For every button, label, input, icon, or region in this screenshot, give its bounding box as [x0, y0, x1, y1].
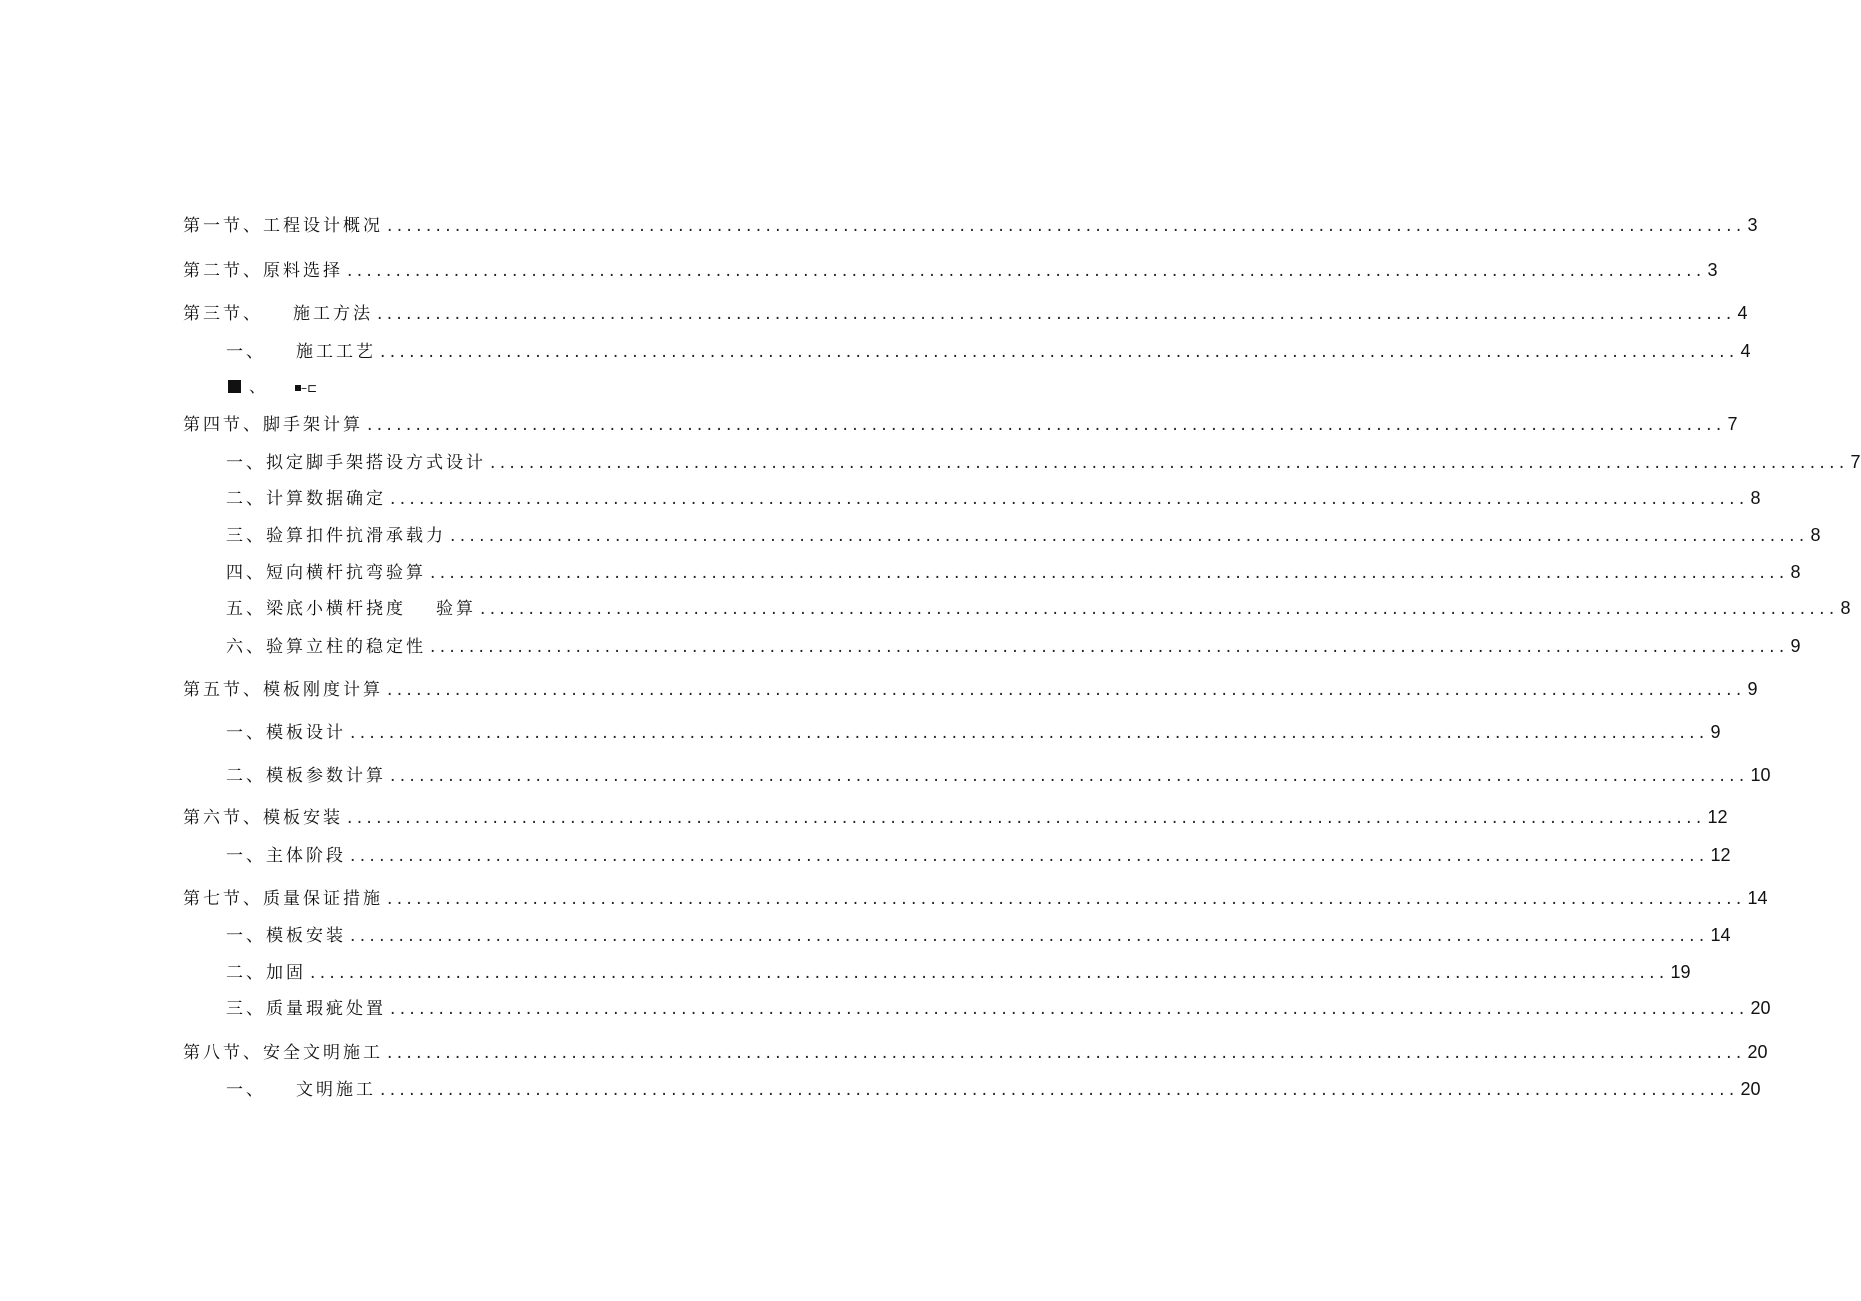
broken-toc-entry — [228, 374, 317, 397]
broken-entry-comma: 、 — [249, 377, 266, 396]
toc-page-number: 9 — [1710, 722, 1721, 742]
toc-entry[interactable] — [226, 994, 1771, 1019]
toc-page-number: 9 — [1747, 679, 1758, 699]
toc-entry[interactable] — [183, 1038, 1768, 1063]
toc-dot-leader: ............................................................................................................................................ — [390, 766, 1749, 786]
toc-page-number: 8 — [1810, 525, 1821, 545]
toc-entry-label: 三、验算扣件抗滑承载力 — [226, 526, 446, 546]
toc-entry[interactable] — [226, 337, 1751, 362]
toc-page-number: 8 — [1750, 488, 1761, 508]
toc-entry[interactable] — [226, 958, 1691, 983]
toc-dot-leader: ............................................................................................................................................ — [387, 680, 1746, 700]
toc-entry-label: 一、 文明施工 — [226, 1080, 376, 1100]
toc-entry-label: 一、拟定脚手架搭设方式设计 — [226, 453, 486, 473]
toc-dot-leader: ............................................................................................................................................ — [367, 415, 1726, 435]
toc-dot-leader: ............................................................................................................................................ — [380, 342, 1739, 362]
toc-dot-leader: ............................................................................................................................................ — [380, 1080, 1739, 1100]
toc-entry[interactable] — [183, 803, 1728, 828]
toc-page-number: 20 — [1747, 1042, 1768, 1062]
toc-page-number: 20 — [1740, 1079, 1761, 1099]
toc-dot-leader: ............................................................................................................................................ — [480, 599, 1839, 619]
toc-entry[interactable] — [226, 448, 1861, 473]
toc-page-number: 9 — [1790, 636, 1801, 656]
toc-entry-label: 第一节、工程设计概况 — [183, 216, 383, 236]
toc-entry-label: 第二节、原料选择 — [183, 261, 343, 281]
toc-entry-label: 第六节、模板安装 — [183, 808, 343, 828]
broken-entry-glyph: –⊏ — [295, 381, 317, 395]
toc-dot-leader: ............................................................................................................................................ — [350, 723, 1709, 743]
toc-dot-leader: ............................................................................................................................................ — [490, 453, 1849, 473]
toc-entry-label: 二、加固 — [226, 963, 306, 983]
toc-entry[interactable] — [226, 1075, 1761, 1100]
toc-entry[interactable] — [183, 256, 1718, 281]
toc-entry[interactable] — [183, 410, 1738, 435]
toc-entry[interactable] — [183, 211, 1758, 236]
toc-dot-leader: ............................................................................................................................................ — [430, 637, 1789, 657]
toc-dot-leader: ............................................................................................................................................ — [347, 808, 1706, 828]
toc-entry-label: 四、短向横杆抗弯验算 — [226, 563, 426, 583]
toc-entry[interactable] — [183, 299, 1748, 324]
toc-entry-label: 一、模板设计 — [226, 723, 346, 743]
toc-entry[interactable] — [226, 521, 1821, 546]
toc-entry-label: 第七节、质量保证措施 — [183, 889, 383, 909]
toc-page-number: 12 — [1710, 845, 1731, 865]
toc-entry[interactable] — [226, 558, 1801, 583]
toc-page-number: 4 — [1737, 303, 1748, 323]
toc-dot-leader: ............................................................................................................................................ — [450, 526, 1809, 546]
toc-entry-label: 一、 施工工艺 — [226, 342, 376, 362]
toc-dot-leader: ............................................................................................................................................ — [347, 261, 1706, 281]
toc-page-number: 14 — [1747, 888, 1768, 908]
toc-entry-label: 二、模板参数计算 — [226, 766, 386, 786]
toc-entry-label: 一、主体阶段 — [226, 846, 346, 866]
toc-dot-leader: ............................................................................................................................................ — [350, 926, 1709, 946]
toc-entry[interactable] — [226, 594, 1851, 619]
toc-dot-leader: ............................................................................................................................................ — [430, 563, 1789, 583]
black-square-glyph — [228, 380, 241, 393]
toc-dot-leader: ............................................................................................................................................ — [377, 304, 1736, 324]
toc-entry[interactable] — [226, 921, 1731, 946]
toc-entry-label: 第四节、脚手架计算 — [183, 415, 363, 435]
toc-entry[interactable] — [183, 884, 1768, 909]
toc-page-number: 3 — [1747, 215, 1758, 235]
toc-entry-label: 三、质量瑕疵处置 — [226, 999, 386, 1019]
toc-page-number: 20 — [1750, 998, 1771, 1018]
toc-page-number: 7 — [1727, 414, 1738, 434]
toc-entry[interactable] — [226, 761, 1771, 786]
toc-entry[interactable] — [226, 718, 1721, 743]
toc-entry[interactable] — [226, 632, 1801, 657]
toc-dot-leader: ............................................................................................................................................ — [390, 489, 1749, 509]
toc-dot-leader: ............................................................................................................................................ — [387, 889, 1746, 909]
toc-page-number: 3 — [1707, 260, 1718, 280]
toc-entry-label: 六、验算立柱的稳定性 — [226, 637, 426, 657]
toc-page-number: 12 — [1707, 807, 1728, 827]
toc-entry[interactable] — [226, 841, 1731, 866]
toc-entry-label: 五、梁底小横杆挠度 验算 — [226, 599, 476, 619]
toc-page-number: 10 — [1750, 765, 1771, 785]
toc-entry-label: 二、计算数据确定 — [226, 489, 386, 509]
toc-page-number: 14 — [1710, 925, 1731, 945]
toc-entry[interactable] — [226, 484, 1761, 509]
toc-entry[interactable] — [183, 675, 1758, 700]
toc-entry-label: 一、模板安装 — [226, 926, 346, 946]
toc-entry-label: 第三节、 施工方法 — [183, 304, 373, 324]
toc-page-number: 19 — [1670, 962, 1691, 982]
toc-dot-leader: ............................................................................................................................................ — [350, 846, 1709, 866]
toc-dot-leader: ............................................................................................................................................ — [390, 999, 1749, 1019]
toc-page-number: 4 — [1740, 341, 1751, 361]
toc-page-number: 7 — [1850, 452, 1861, 472]
toc-dot-leader: ............................................................................................................................................ — [387, 1043, 1746, 1063]
toc-entry-label: 第五节、模板刚度计算 — [183, 680, 383, 700]
toc-dot-leader: ............................................................................................................................................ — [387, 216, 1746, 236]
toc-page-number: 8 — [1790, 562, 1801, 582]
toc-page-number: 8 — [1840, 598, 1851, 618]
toc-entry-label: 第八节、安全文明施工 — [183, 1043, 383, 1063]
toc-dot-leader: ............................................................................................................................................ — [310, 963, 1669, 983]
